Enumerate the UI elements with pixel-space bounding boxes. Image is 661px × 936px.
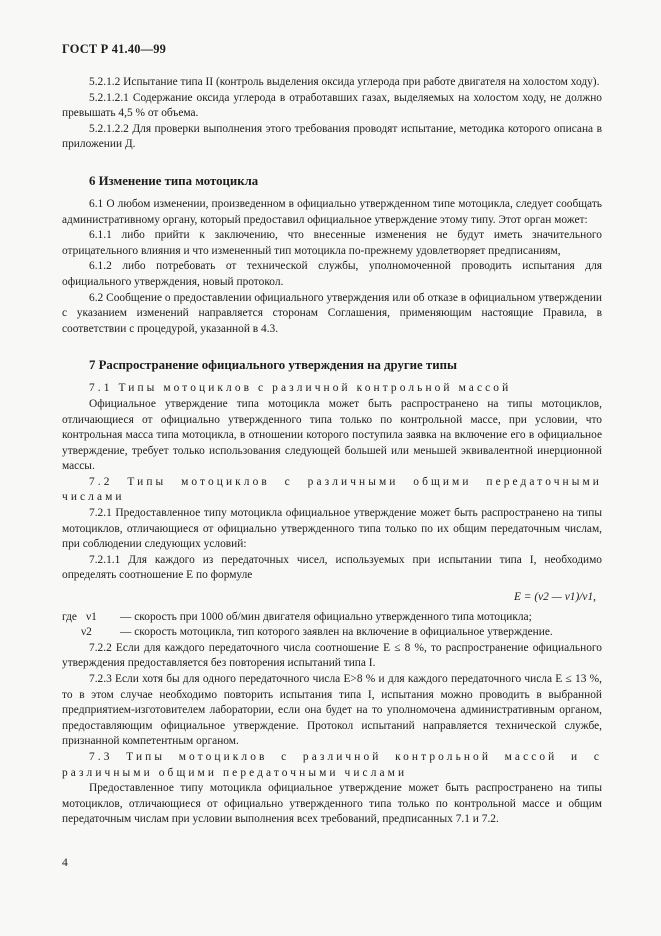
paragraph-7-2-2: 7.2.2 Если для каждого передаточного числа соотношение E ≤ 8 %, то распространение официального утверждения предоставляется без повторения испытаний типа I. (62, 641, 602, 670)
definition-v2-text: — скорость мотоцикла, тип которого заявлен на включение в официальное утверждение. (120, 626, 553, 639)
paragraph-7-1: Официальное утверждение типа мотоцикла может быть распространено на типы мотоциклов, отличающиеся от официально утвержденного типа только по контрольной массе, при условии, что контрольная масса типа мотоцикла, в отношении которого поступила заявка на включение его в официальное утверждение, требует только использования следующей большей или меньшей эквивалентной инерционной массы. (62, 397, 602, 473)
definition-v2-symbol: ν2 (81, 626, 92, 639)
subheading-7-2: 7.2 Типы мотоциклов с различными общими передаточными числами (62, 475, 602, 504)
subheading-7-3: 7.3 Типы мотоциклов с различной контрольной массой и с различными общими передаточными числами (62, 750, 602, 779)
paragraph-6-1: 6.1 О любом изменении, произведенном в официально утвержденном типе мотоцикла, следует сообщать административному органу, который предоставил официальное утверждение этому типу. Этот орган может: (62, 197, 602, 226)
document-body (62, 75, 602, 828)
definition-where-label: где (62, 610, 77, 623)
definition-v1-text: — скорость при 1000 об/мин двигателя официально утвержденного типа мотоцикла; (120, 610, 532, 623)
paragraph-7-2-1: 7.2.1 Предоставленное типу мотоцикла официальное утверждение может быть распространено на типы мотоциклов, отличающиеся от официально утвержденного типа только по их общим передаточным числам, при соблюдении следующих условий: (62, 507, 602, 551)
paragraph-6-1-1: 6.1.1 либо прийти к заключению, что внесенные изменения не будут иметь значительного отрицательного влияния и что измененный тип мотоцикла по-прежнему удовлетворяет предписаниям, (62, 229, 602, 257)
paragraph-7-3: Предоставленное типу мотоцикла официальное утверждение может быть распространено на типы мотоциклов, отличающиеся от официально утвержденного типа только по контрольной массе и общим передаточным числам при условии выполнения всех требований, предписанных 7.1 и 7.2. (62, 782, 602, 826)
paragraph-7-2-1-1: 7.2.1.1 Для каждого из передаточных чисел, используемых при испытании типа I, необходимо определять соотношение E по формуле (62, 553, 602, 582)
document-header: ГОСТ Р 41.40—99 (62, 42, 167, 56)
paragraph-6-1-2: 6.1.2 либо потребовать от технической службы, уполномоченной проводить испытания для официального утверждения, новый протокол. (62, 260, 602, 288)
paragraph-5-2-1-2-1: 5.2.1.2.1 Содержание оксида углерода в отработавших газах, выделяемых на холостом ходу, не должно превышать 4,5 % от объема. (62, 91, 602, 120)
formula-e-ratio: E = (ν2 — ν1)/ν1, (513, 591, 596, 604)
definition-v1-symbol: ν1 (86, 610, 97, 623)
paragraph-5-2-1-2-2: 5.2.1.2.2 Для проверки выполнения этого требования проводят испытание, методика которого описана в приложении Д. (62, 122, 602, 151)
subheading-7-1: 7.1 Типы мотоциклов с различной контрольной массой (89, 382, 512, 395)
section-heading-7: 7 Распространение официального утверждения на другие типы (89, 358, 457, 373)
section-heading-6: 6 Изменение типа мотоцикла (89, 173, 259, 188)
paragraph-5-2-1-2: 5.2.1.2 Испытание типа II (контроль выделения оксида углерода при работе двигателя на холостом ходу). (89, 76, 600, 88)
formula-definitions (62, 610, 602, 641)
paragraph-6-2: 6.2 Сообщение о предоставлении официального утверждения или об отказе в официальном утверждении с указанием изменений направляется сторонам Соглашения, применяющим настоящие Правила, в соответствии с процедурой, указанной в 4.3. (62, 291, 602, 335)
paragraph-7-2-3: 7.2.3 Если хотя бы для одного передаточного числа E>8 % и для каждого передаточного числа E ≤ 13 %, то в этом случае необходимо повторить испытания типа I, испытания можно проводить в выбранной предприятием-изготовителем лаборатории, если она будет на то уполномочена административным органом, предоставляющим официальное утверждение. Протокол испытаний направляется технической службе, признанной компетентным органом. (62, 673, 602, 748)
page-number: 4 (62, 856, 68, 869)
